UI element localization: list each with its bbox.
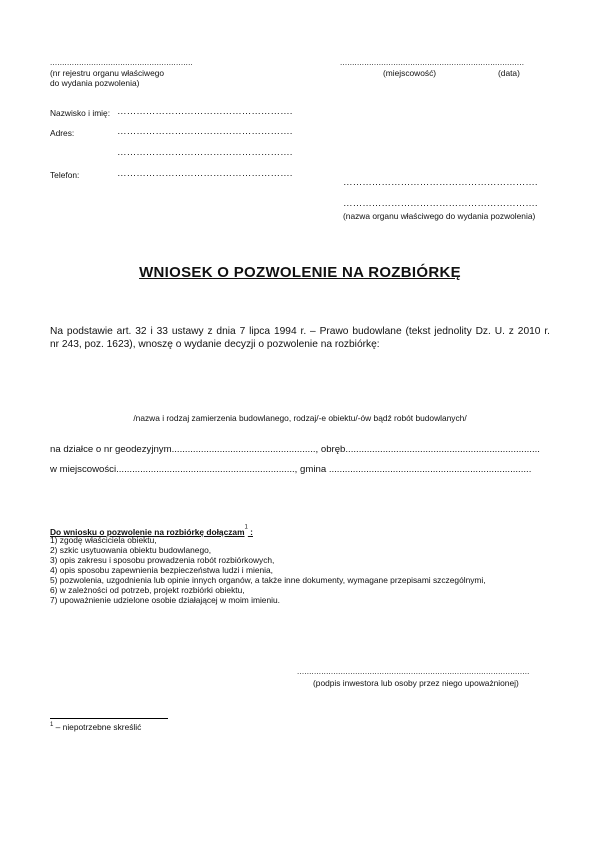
registry-label-2: do wydania pozwolenia) <box>50 78 140 88</box>
signature-label: (podpis inwestora lub osoby przez niego upoważnionej) <box>313 678 519 688</box>
authority-label: (nazwa organu właściwego do wydania pozwolenia) <box>343 211 536 221</box>
attachments-heading-suffix: : <box>247 527 253 537</box>
attachments-list <box>50 535 486 605</box>
plot-line: na działce o nr geodezyjnym......................................................, obręb......................................................................... <box>50 444 540 455</box>
address-dots-2: ………………………………………………. <box>117 147 293 158</box>
place-label: (miejscowość) <box>383 68 437 78</box>
list-item: 4) opis sposobu zapewnienia bezpieczeństwa ludzi i mienia, <box>50 565 273 575</box>
list-item: 2) szkic usytuowania obiektu budowlanego, <box>50 545 212 555</box>
registry-dots: ........................................................... <box>50 58 193 67</box>
signature-dots: ................................................................................................ <box>297 667 530 676</box>
footnote-ref: 1 <box>244 524 248 531</box>
phone-label: Telefon: <box>50 170 80 180</box>
authority-dots-2: ……………………………………………………. <box>343 198 538 209</box>
intro-line-2: nr 243, poz. 1623), wnoszę o wydanie decyzji o pozwolenie na rozbiórkę: <box>50 339 380 350</box>
document-title: WNIOSEK O POZWOLENIE NA ROZBIÓRKĘ <box>139 264 461 281</box>
footnote-mark: 1 <box>50 722 54 729</box>
town-line: w miejscowości..................................................................., gmina ............................................................................ <box>50 464 532 475</box>
address-label: Adres: <box>50 128 75 138</box>
list-item: 7) upoważnienie udzielone osobie działającej w moim imieniu. <box>50 595 280 605</box>
footnote-divider <box>50 718 168 719</box>
authority-dots-1: ……………………………………………………. <box>343 177 538 188</box>
address-dots-1: ………………………………………………. <box>117 126 293 137</box>
registry-label-1: (nr rejestru organu właściwego <box>50 68 165 78</box>
investment-caption: /nazwa i rodzaj zamierzenia budowlanego, rodzaj/-e obiektu/-ów bądź robót budowlanych/ <box>133 413 467 423</box>
name-label: Nazwisko i imię: <box>50 108 111 118</box>
phone-dots: ………………………………………………. <box>117 168 293 179</box>
footnote-text: – niepotrzebne skreślić <box>53 722 142 732</box>
place-date-dots: ............................................................................ <box>340 58 525 67</box>
list-item: 3) opis zakresu i sposobu prowadzenia robót rozbiórkowych, <box>50 555 275 565</box>
attachments-heading-text: Do wniosku o pozwolenie na rozbiórkę dołączam <box>50 527 245 537</box>
intro-line-1: Na podstawie art. 32 i 33 ustawy z dnia 7 lipca 1994 r. – Prawo budowlane (tekst jednolity Dz. U. z 2010 r. <box>50 326 550 337</box>
date-label: (data) <box>498 68 520 78</box>
list-item: 1) zgodę właściciela obiektu, <box>50 535 157 545</box>
list-item: 6) w zależności od potrzeb, projekt rozbiórki obiektu, <box>50 585 245 595</box>
name-dots: ………………………………………………. <box>117 106 293 117</box>
list-item: 5) pozwolenia, uzgodnienia lub opinie innych organów, a także inne dokumenty, wymagane przepisami szczególnymi, <box>50 575 486 585</box>
footnote <box>50 722 141 732</box>
intro-paragraph <box>50 325 550 351</box>
